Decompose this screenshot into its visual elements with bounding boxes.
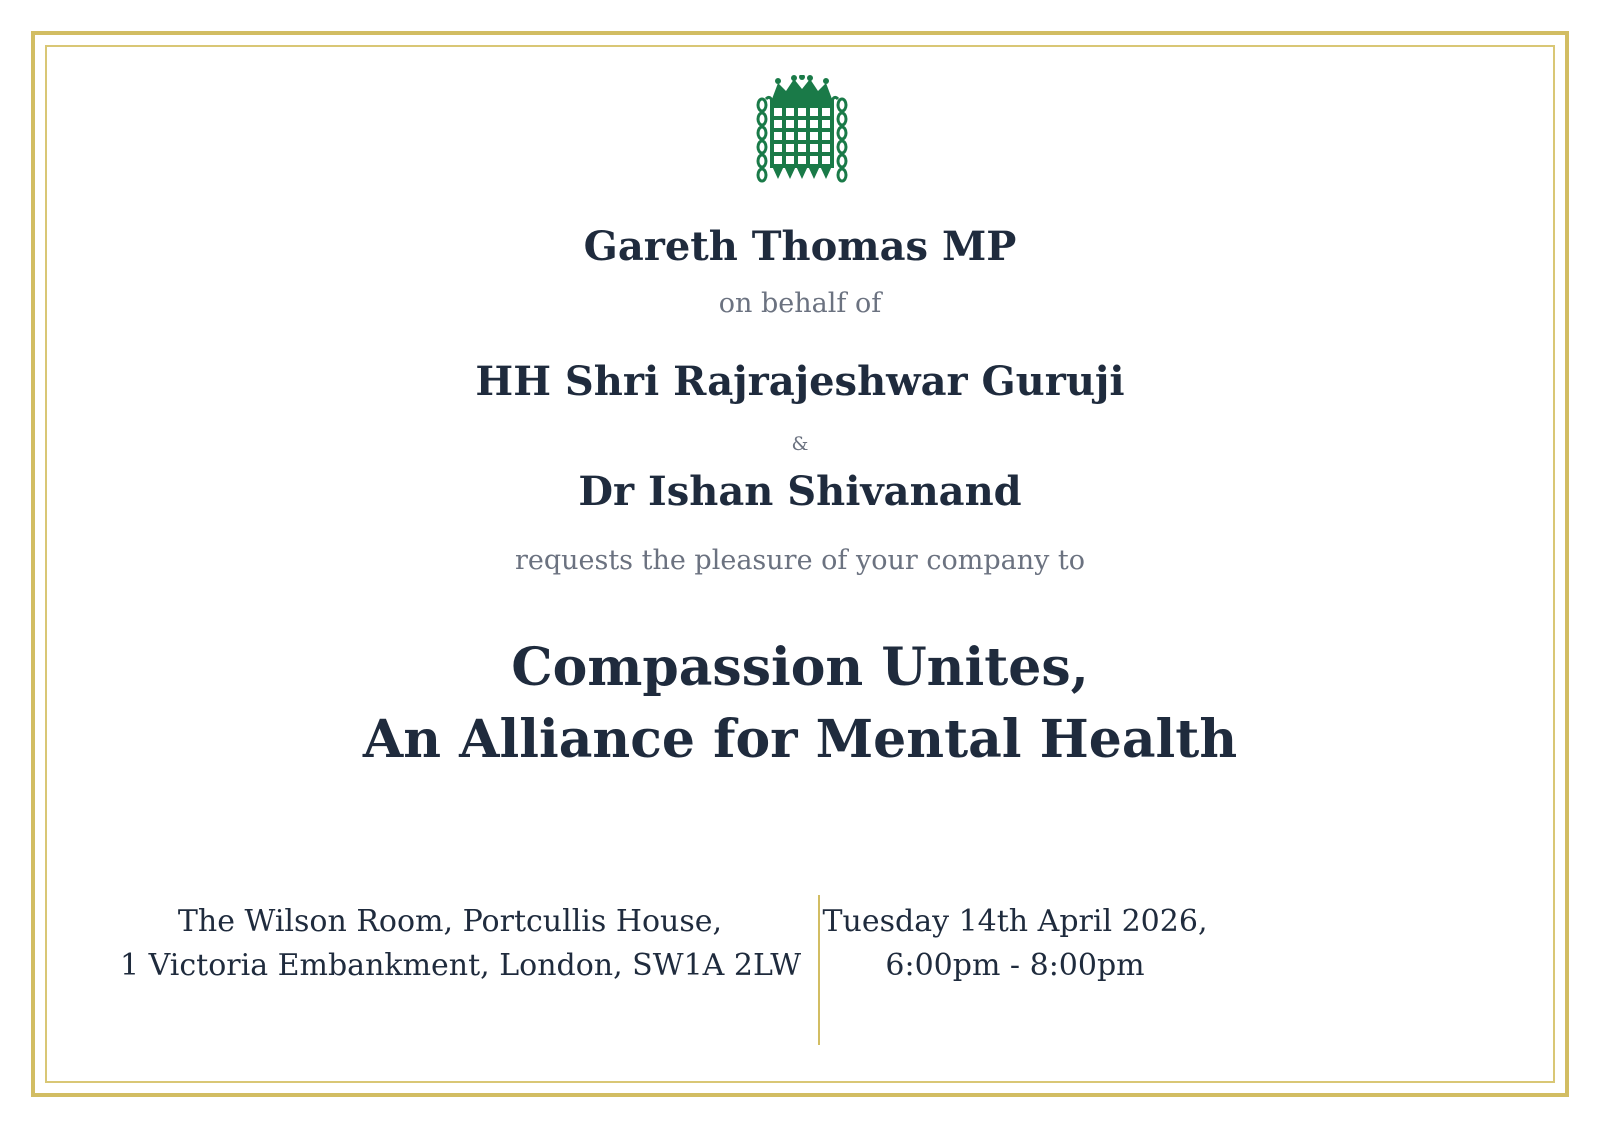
host-name: Gareth Thomas MP xyxy=(583,223,1017,270)
request-text: requests the pleasure of your company to xyxy=(514,545,1086,576)
guest-name-2: Dr Ishan Shivanand xyxy=(578,468,1022,515)
venue-line-1: The Wilson Room, Portcullis House, xyxy=(177,904,723,939)
datetime-block xyxy=(820,900,1210,988)
portcullis-icon xyxy=(750,75,854,187)
event-title-line-1: Compassion Unites, xyxy=(511,637,1089,698)
venue-block xyxy=(120,900,802,988)
venue-line-2: 1 Victoria Embankment, London, SW1A 2LW xyxy=(120,948,802,983)
on-behalf-text: on behalf of xyxy=(718,288,882,319)
ampersand: & xyxy=(791,433,809,455)
event-time: 6:00pm - 8:00pm xyxy=(885,948,1145,983)
event-date: Tuesday 14th April 2026, xyxy=(822,904,1208,939)
guest-name-1: HH Shri Rajrajeshwar Guruji xyxy=(475,358,1125,405)
event-title-line-2: An Alliance for Mental Health xyxy=(362,709,1238,770)
